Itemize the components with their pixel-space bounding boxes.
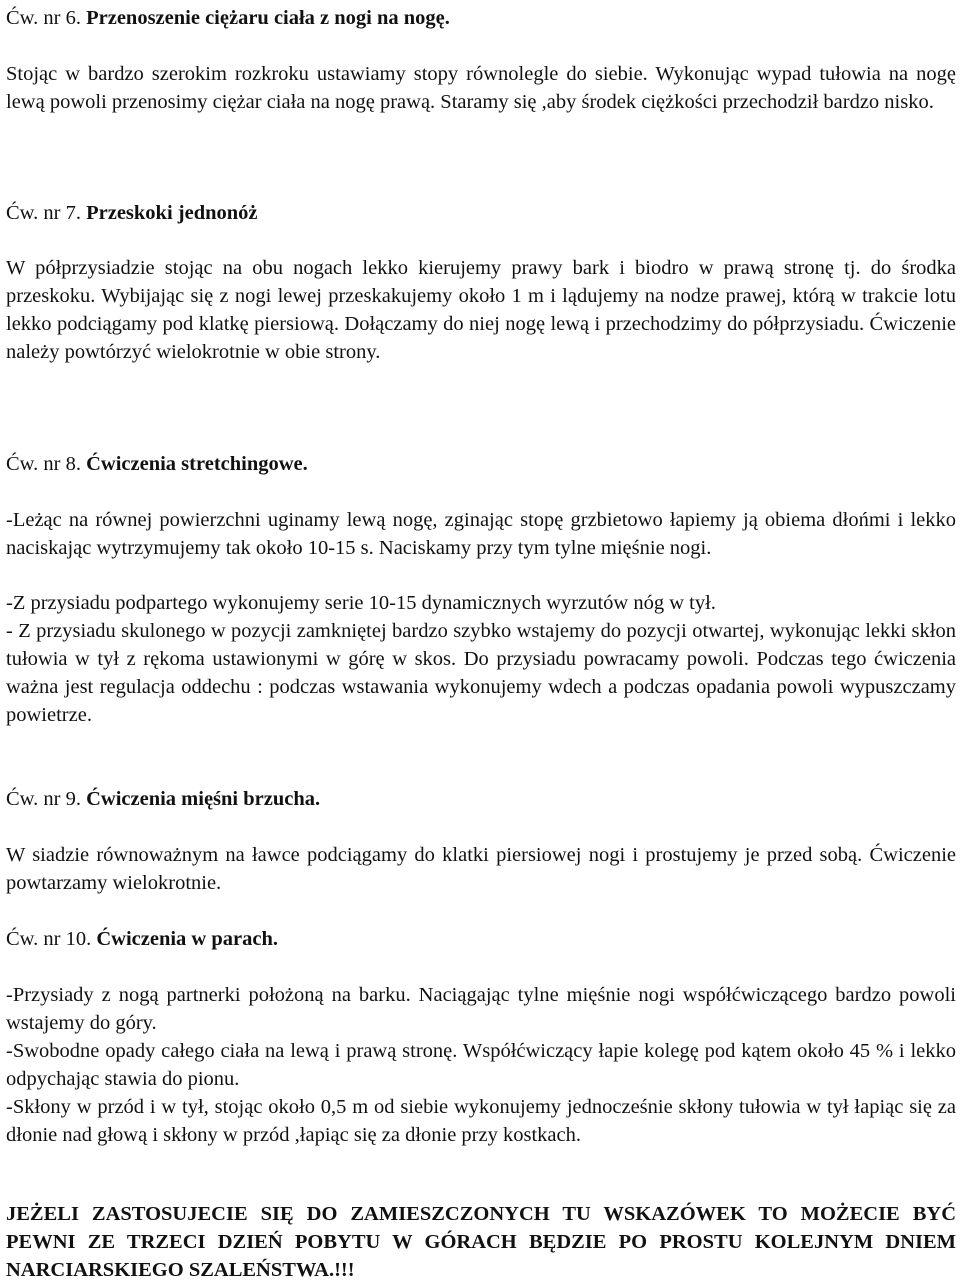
section-8-title: Ćwiczenia stretchingowe.	[86, 453, 308, 475]
section-9-body: W siadzie równoważnym na ławce podciągamy do klatki piersiowej nogi i prostujemy je przed sobą. Ćwiczenie powtarzamy wielokrotnie.	[6, 844, 956, 894]
section-10-heading	[6, 925, 278, 953]
section-10-item-2: -Swobodne opady całego ciała na lewą i prawą stronę. Współćwiczący łapie kolegę pod kątem około 45 % i lekko odpychając stawia do pionu.	[6, 1040, 956, 1090]
section-9-heading	[6, 785, 320, 813]
section-8-item-3: - Z przysiadu skulonego w pozycji zamkniętej bardzo szybko wstajemy do pozycji otwartej, wykonując lekki skłon tułowia w tył z rękoma ustawionymi w górę w skos. Do przysiadu powracamy powoli. Podczas tego ćwiczenia ważna jest regulacja oddechu : podczas wstawania wykonujemy wdech a podczas opadania powoli wypuszczamy powietrze.	[6, 620, 956, 726]
section-7-title: Przeskoki jednonóż	[86, 202, 258, 224]
section-8-item-2: -Z przysiadu podpartego wykonujemy serie 10-15 dynamicznych wyrzutów nóg w tył.	[6, 592, 716, 614]
section-6-heading	[6, 4, 450, 32]
section-10-item-1: -Przysiady z nogą partnerki położoną na barku. Naciągając tylne mięśnie nogi współćwiczącego bardzo powoli wstajemy do góry.	[6, 984, 956, 1034]
section-6-body: Stojąc w bardzo szerokim rozkroku ustawiamy stopy równolegle do siebie. Wykonując wypad tułowia na nogę lewą powoli przenosimy ciężar ciała na nogę prawą. Staramy się ,aby środek ciężkości przechodził bardzo nisko.	[6, 63, 956, 113]
section-9-title: Ćwiczenia mięśni brzucha.	[86, 788, 321, 810]
section-7-body: W półprzysiadzie stojąc na obu nogach lekko kierujemy prawy bark i biodro w prawą stronę tj. do środka przeskoku. Wybijając się z nogi lewej przeskakujemy około 1 m i lądujemy na nodze prawej, którą w trakcie lotu lekko podciągamy pod klatkę piersiową. Dołączamy do niej nogę lewą i przechodzimy do półprzysiadu. Ćwiczenie należy powtórzyć wielokrotnie w obie strony.	[6, 257, 956, 363]
section-10-number: Ćw. nr 10.	[6, 928, 92, 950]
section-8-item-1: -Leżąc na równej powierzchni uginamy lewą nogę, zginając stopę grzbietowo łapiemy ją obiema dłońmi i lekko naciskając wytrzymujemy tak około 10-15 s. Naciskamy przy tym tylne mięśnie nogi.	[6, 509, 956, 559]
closing-statement: JEŻELI ZASTOSUJECIE SIĘ DO ZAMIESZCZONYCH TU WSKAZÓWEK TO MOŻECIE BYĆ PEWNI ZE TRZECI DZIEŃ POBYTU W GÓRACH BĘDZIE PO PROSTU KOLEJNYM DNIEM NARCIARSKIEGO SZALEŃSTWA.!!!	[6, 1203, 956, 1281]
section-8-heading	[6, 450, 308, 478]
section-10-item-3: -Skłony w przód i w tył, stojąc około 0,5 m od siebie wykonujemy jednocześnie skłony tułowia w tył łapiąc się za dłonie nad głową i skłony w przód ,łapiąc się za dłonie przy kostkach.	[6, 1096, 956, 1146]
section-6-title: Przenoszenie ciężaru ciała z nogi na nogę.	[86, 7, 450, 29]
section-8-number: Ćw. nr 8.	[6, 453, 81, 475]
section-6-number: Ćw. nr 6.	[6, 7, 81, 29]
section-10-title: Ćwiczenia w parach.	[96, 928, 278, 950]
section-7-heading	[6, 199, 258, 227]
section-9-number: Ćw. nr 9.	[6, 788, 81, 810]
section-7-number: Ćw. nr 7.	[6, 202, 81, 224]
